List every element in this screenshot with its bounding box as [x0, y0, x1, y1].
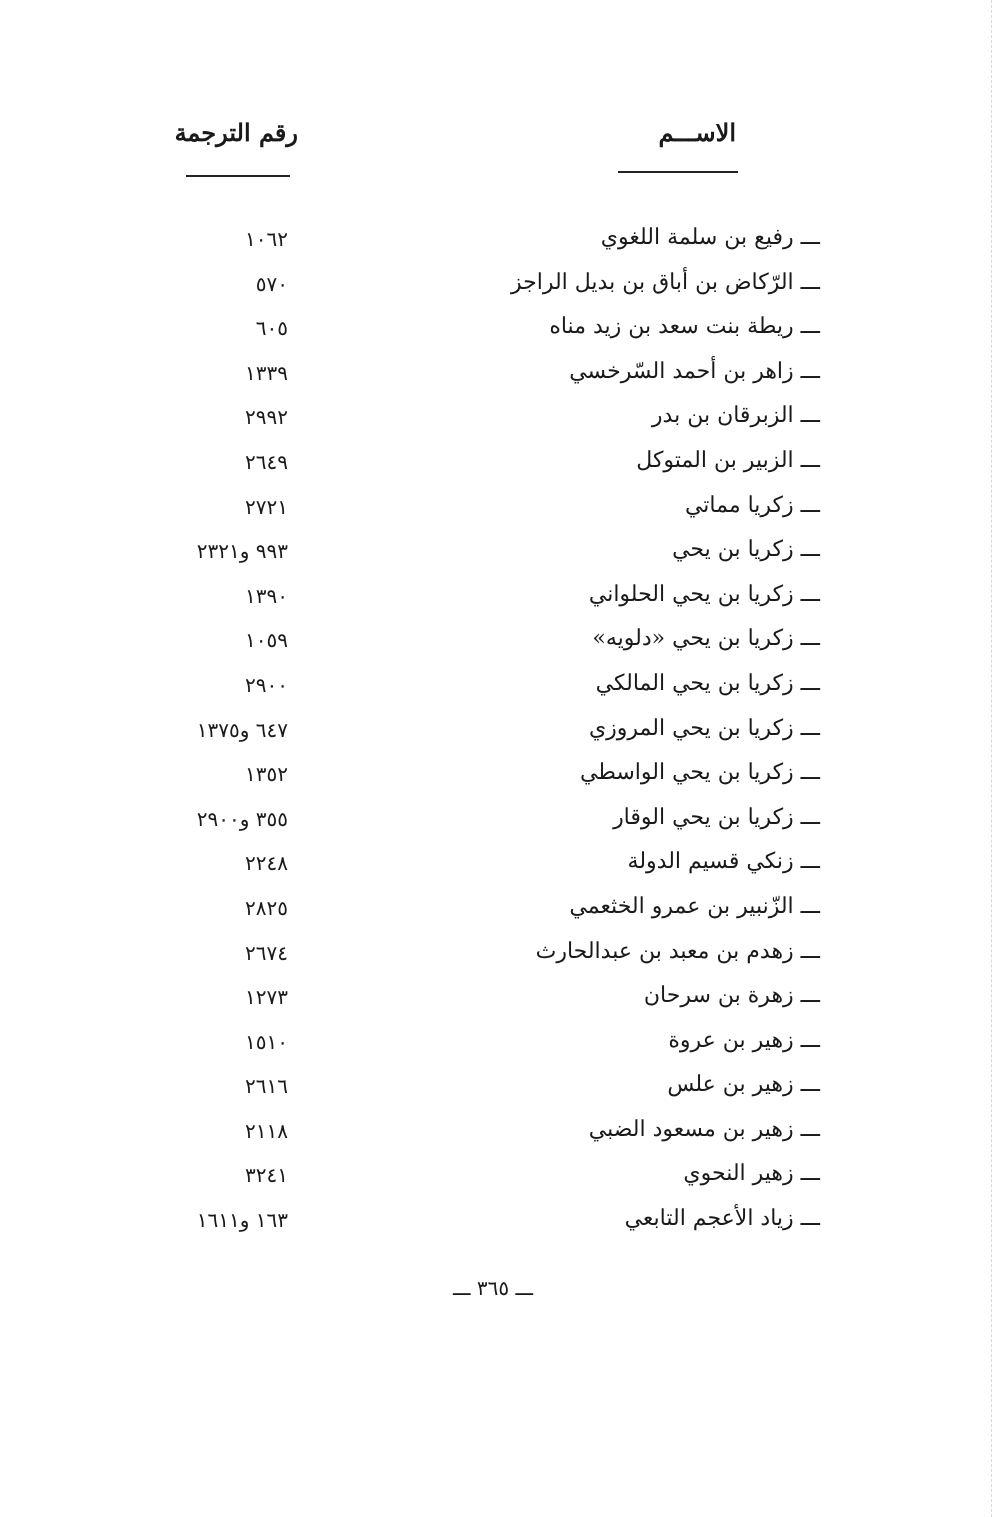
entry-list [0, 219, 1006, 1245]
number-column-header: رقم الترجمة [174, 118, 298, 147]
entry-number: ١٣٩٠ [245, 583, 288, 608]
entry-name: ـــ زهدم بن معبد بن عبدالحارث [535, 938, 820, 964]
entry-number: ٢٦٧٤ [245, 940, 288, 965]
entry-name: ـــ زكريا بن يحي الحلواني [588, 581, 820, 607]
list-item [0, 710, 1006, 755]
entry-number: ١٣٥٢ [245, 762, 288, 787]
entry-name: ـــ زهير بن عروة [668, 1027, 820, 1053]
entry-number: ١٣٣٩ [245, 360, 288, 385]
entry-number: ٢٩٠٠ [245, 672, 288, 697]
scan-edge-line [991, 0, 992, 1517]
list-item [0, 888, 1006, 933]
list-item [0, 1022, 1006, 1067]
entry-name: ـــ الزّنبير بن عمرو الخثعمي [569, 893, 820, 919]
entry-number: ٢٨٢٥ [245, 895, 288, 920]
entry-number: ١٠٦٢ [245, 227, 288, 251]
entry-name: ـــ زهرة بن سرحان [643, 983, 820, 1009]
entry-name: ـــ زهير النحوي [683, 1161, 820, 1187]
entry-number: ١٥١٠ [245, 1029, 288, 1054]
name-header-underline [618, 171, 738, 173]
entry-name: ـــ الزبير بن المتوكل [636, 447, 820, 473]
list-item [0, 1200, 1006, 1245]
entry-number: ٣٢٤١ [245, 1163, 288, 1188]
list-item [0, 665, 1006, 710]
entry-name: ـــ زهير بن مسعود الضبي [588, 1116, 820, 1142]
entry-name: ـــ زكريا بن يحي المالكي [595, 670, 820, 696]
list-item [0, 487, 1006, 532]
number-header-underline [186, 175, 290, 177]
entry-name: ـــ زكريا بن يحي الوقار [613, 804, 820, 830]
list-item [0, 933, 1006, 978]
entry-number: ١٠٥٩ [245, 628, 288, 653]
entry-name: ـــ الرّكاض بن أباق بن بديل الراجز [510, 269, 820, 295]
list-item [0, 264, 1006, 309]
entry-number: ٢٢٤٨ [245, 851, 288, 876]
name-column-header: الاســـم [658, 118, 736, 147]
list-item [0, 1111, 1006, 1156]
entry-name: ـــ ريطة بنت سعد بن زيد مناه [549, 314, 820, 340]
list-item [0, 219, 1006, 264]
page-number: ـــ ٣٦٥ ـــ [452, 1276, 534, 1300]
entry-number: ٣٥٥ و٢٩٠٠ [196, 806, 288, 831]
entry-number: ٢١١٨ [245, 1118, 288, 1143]
list-item [0, 799, 1006, 844]
list-item [0, 576, 1006, 621]
entry-number: ٢٩٩٢ [245, 405, 288, 430]
list-item [0, 1066, 1006, 1111]
entry-number: ٢٦٤٩ [245, 449, 288, 474]
entry-name: ـــ زنكي قسيم الدولة [627, 849, 820, 875]
entry-name: ـــ زياد الأعجم التابعي [624, 1206, 820, 1232]
list-item [0, 754, 1006, 799]
entry-number: ٦٠٥ [255, 316, 288, 341]
list-item [0, 977, 1006, 1022]
entry-number: ١٦٣ و١٦١١ [196, 1208, 288, 1233]
list-item [0, 397, 1006, 442]
entry-number: ٦٤٧ و١٣٧٥ [196, 717, 288, 742]
entry-name: ـــ رفيع بن سلمة اللغوي [600, 225, 820, 250]
entry-number: ١٢٧٣ [245, 985, 288, 1010]
entry-name: ـــ زكريا بن يحي «دلويه» [592, 626, 820, 652]
list-item [0, 308, 1006, 353]
entry-name: ـــ زكريا بن يحي [672, 537, 820, 563]
entry-name: ـــ زكريا مماتي [684, 492, 820, 518]
entry-number: ٢٦١٦ [245, 1074, 288, 1099]
list-item [0, 531, 1006, 576]
list-item [0, 442, 1006, 487]
entry-number: ٢٧٢١ [245, 494, 288, 519]
entry-name: ـــ زكريا بن يحي المروزي [588, 715, 820, 741]
entry-number: ٩٩٣ و٢٣٢١ [196, 539, 288, 564]
entry-name: ـــ زاهر بن أحمد السّرخسي [569, 358, 820, 384]
list-item [0, 1155, 1006, 1200]
entry-name: ـــ زهير بن علس [667, 1072, 820, 1098]
entry-number: ٥٧٠ [255, 271, 288, 296]
list-item [0, 843, 1006, 888]
list-item [0, 353, 1006, 398]
entry-name: ـــ زكريا بن يحي الواسطي [579, 760, 820, 786]
list-item [0, 620, 1006, 665]
entry-name: ـــ الزبرقان بن بدر [651, 403, 820, 429]
